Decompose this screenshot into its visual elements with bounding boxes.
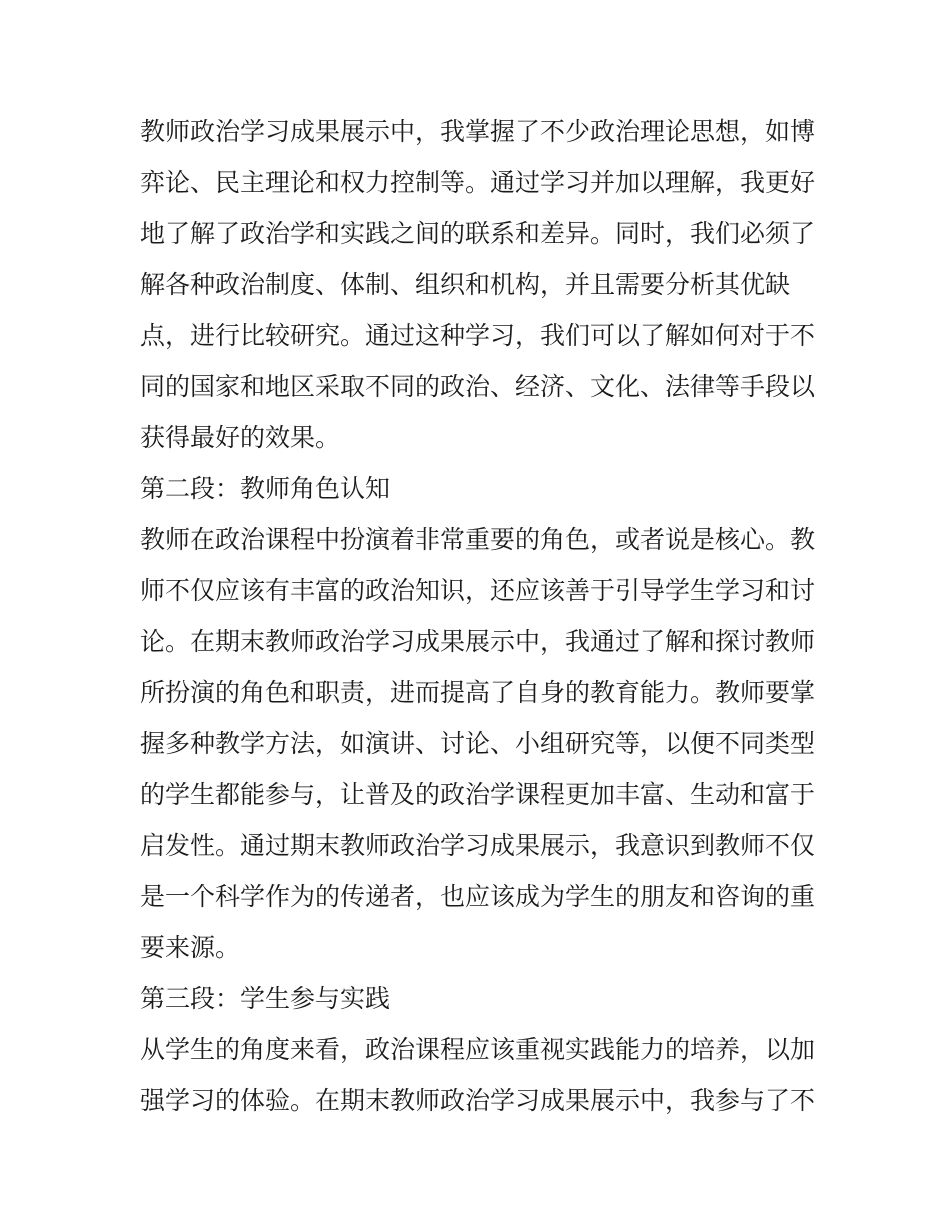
- text-line: 师不仅应该有丰富的政治知识，还应该善于引导学生学习和讨: [140, 576, 816, 605]
- paragraph-teacher-role: [140, 514, 820, 973]
- text-line: 所扮演的角色和职责，进而提高了自身的教育能力。教师要掌: [140, 678, 816, 707]
- section-heading-2: [140, 463, 820, 514]
- heading-text: 第三段：学生参与实践: [140, 984, 391, 1013]
- text-line: 同的国家和地区采取不同的政治、经济、文化、法律等手段以: [140, 372, 816, 401]
- text-line: 要来源。: [140, 933, 241, 962]
- text-line: 是一个科学作为的传递者，也应该成为学生的朋友和咨询的重: [140, 882, 816, 911]
- heading-text: 第二段：教师角色认知: [140, 474, 391, 503]
- text-line: 论。在期末教师政治学习成果展示中，我通过了解和探讨教师: [140, 627, 816, 656]
- paragraph-student-practice: [140, 1024, 820, 1126]
- paragraph-intro: [140, 106, 820, 463]
- document-body: [140, 106, 820, 1126]
- text-line: 启发性。通过期末教师政治学习成果展示，我意识到教师不仅: [140, 831, 816, 860]
- text-line: 点，进行比较研究。通过这种学习，我们可以了解如何对于不: [140, 321, 816, 350]
- section-heading-3: [140, 973, 820, 1024]
- text-line: 强学习的体验。在期末教师政治学习成果展示中，我参与了不: [140, 1086, 816, 1115]
- text-line: 解各种政治制度、体制、组织和机构，并且需要分析其优缺: [140, 270, 791, 299]
- text-line: 教师在政治课程中扮演着非常重要的角色，或者说是核心。教: [140, 525, 816, 554]
- text-line: 的学生都能参与，让普及的政治学课程更加丰富、生动和富于: [140, 780, 816, 809]
- text-line: 握多种教学方法，如演讲、讨论、小组研究等，以便不同类型: [140, 729, 816, 758]
- text-line: 从学生的角度来看，政治课程应该重视实践能力的培养，以加: [140, 1035, 816, 1064]
- text-line: 地了解了政治学和实践之间的联系和差异。同时，我们必须了: [140, 219, 816, 248]
- text-line: 教师政治学习成果展示中，我掌握了不少政治理论思想，如博: [140, 117, 816, 146]
- text-line: 获得最好的效果。: [140, 423, 341, 452]
- text-line: 弈论、民主理论和权力控制等。通过学习并加以理解，我更好: [140, 168, 816, 197]
